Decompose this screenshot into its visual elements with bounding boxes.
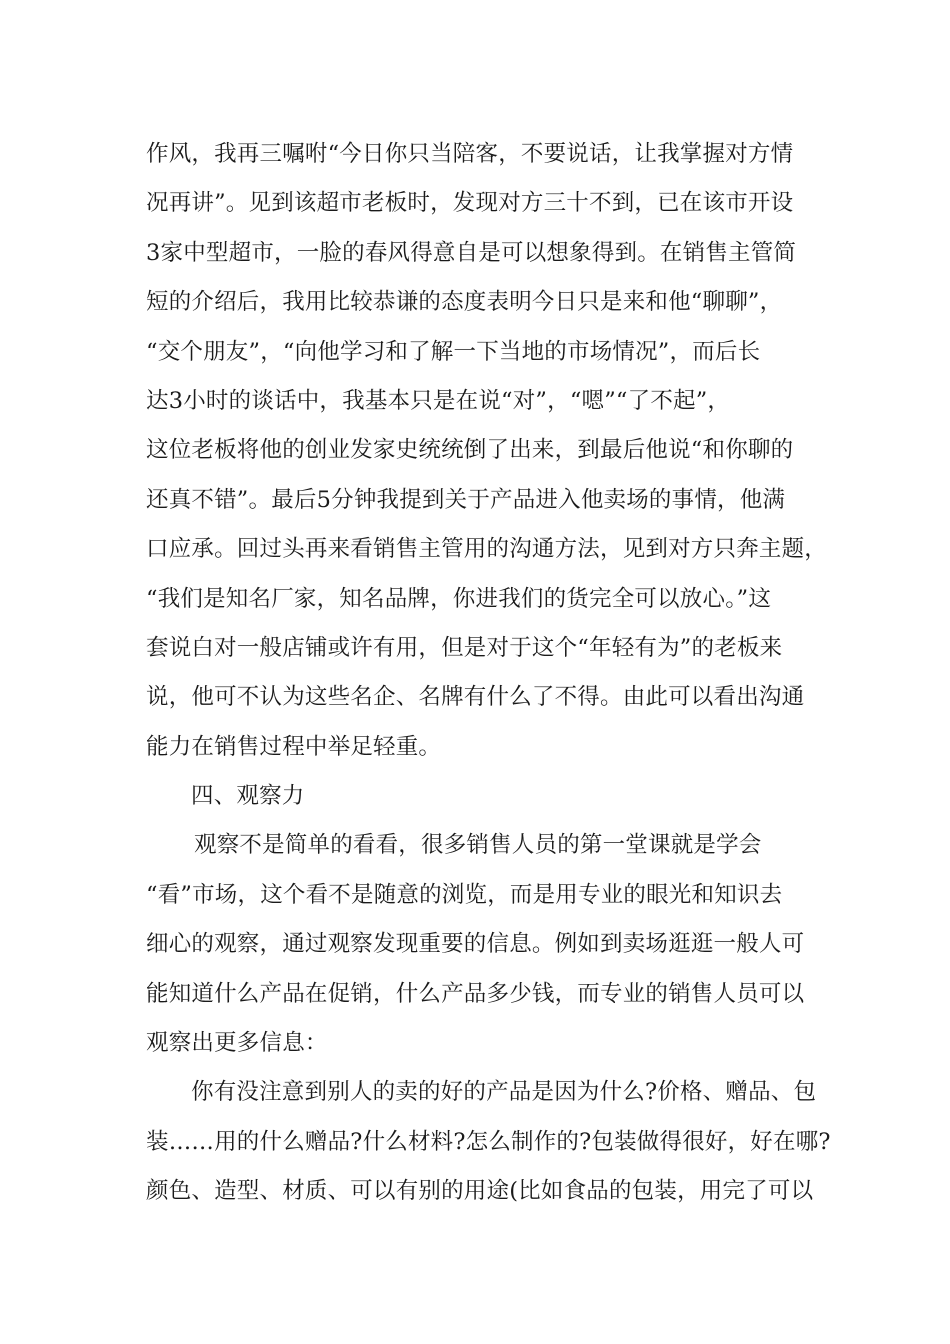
text-line: “看”市场，这个看不是随意的浏览，而是用专业的眼光和知识去 <box>146 881 783 908</box>
section-heading: 四、观察力 <box>191 783 305 810</box>
text-line: 短的介绍后，我用比较恭谦的态度表明今日只是来和他“聊聊”， <box>146 289 783 316</box>
text-line: 能力在销售过程中举足轻重。 <box>146 733 442 760</box>
text-line: 作风，我再三嘱咐“今日你只当陪客，不要说话，让我掌握对方情 <box>146 141 794 167</box>
text-line: 细心的观察，通过观察发现重要的信息。例如到卖场逛逛一般人可 <box>146 931 805 958</box>
text-line: 3家中型超市，一脸的春风得意自是可以想象得到。在销售主管简 <box>146 239 797 266</box>
text-line: 能知道什么产品在促销，什么产品多少钱，而专业的销售人员可以 <box>146 980 805 1007</box>
document-body <box>146 130 831 1217</box>
text-line: 达3小时的谈话中，我基本只是在说“对”，“嗯”“了不起”， <box>146 387 731 414</box>
text-line: 套说白对一般店铺或许有用，但是对于这个“年轻有为”的老板来 <box>146 634 783 661</box>
text-line: 观察不是简单的看看，很多销售人员的第一堂课就是学会 <box>194 832 762 859</box>
text-line: 观察出更多信息： <box>146 1030 328 1057</box>
text-line: 还真不错”。最后5分钟我提到关于产品进入他卖场的事情，他满 <box>146 486 786 513</box>
text-line: 这位老板将他的创业发家史统统倒了出来，到最后他说“和你聊的 <box>146 437 794 464</box>
text-line: 装……用的什么赠品?什么材料?怎么制作的?包装做得很好，好在哪? <box>146 1128 831 1155</box>
text-line: 口应承。回过头再来看销售主管用的沟通方法，见到对方只奔主题， <box>146 536 828 563</box>
text-line: 况再讲”。见到该超市老板时，发现对方三十不到，已在该市开设 <box>146 190 794 217</box>
text-line: “交个朋友”，“向他学习和了解一下当地的市场情况”，而后长 <box>146 338 761 365</box>
text-line: 说，他可不认为这些名企、名牌有什么了不得。由此可以看出沟通 <box>146 684 805 711</box>
text-line: “我们是知名厂家，知名品牌，你进我们的货完全可以放心。”这 <box>146 585 772 612</box>
text-line: 颜色、造型、材质、可以有别的用途(比如食品的包装，用完了可以 <box>146 1178 814 1205</box>
text-line: 你有没注意到别人的卖的好的产品是因为什么?价格、赠品、包 <box>191 1079 817 1106</box>
